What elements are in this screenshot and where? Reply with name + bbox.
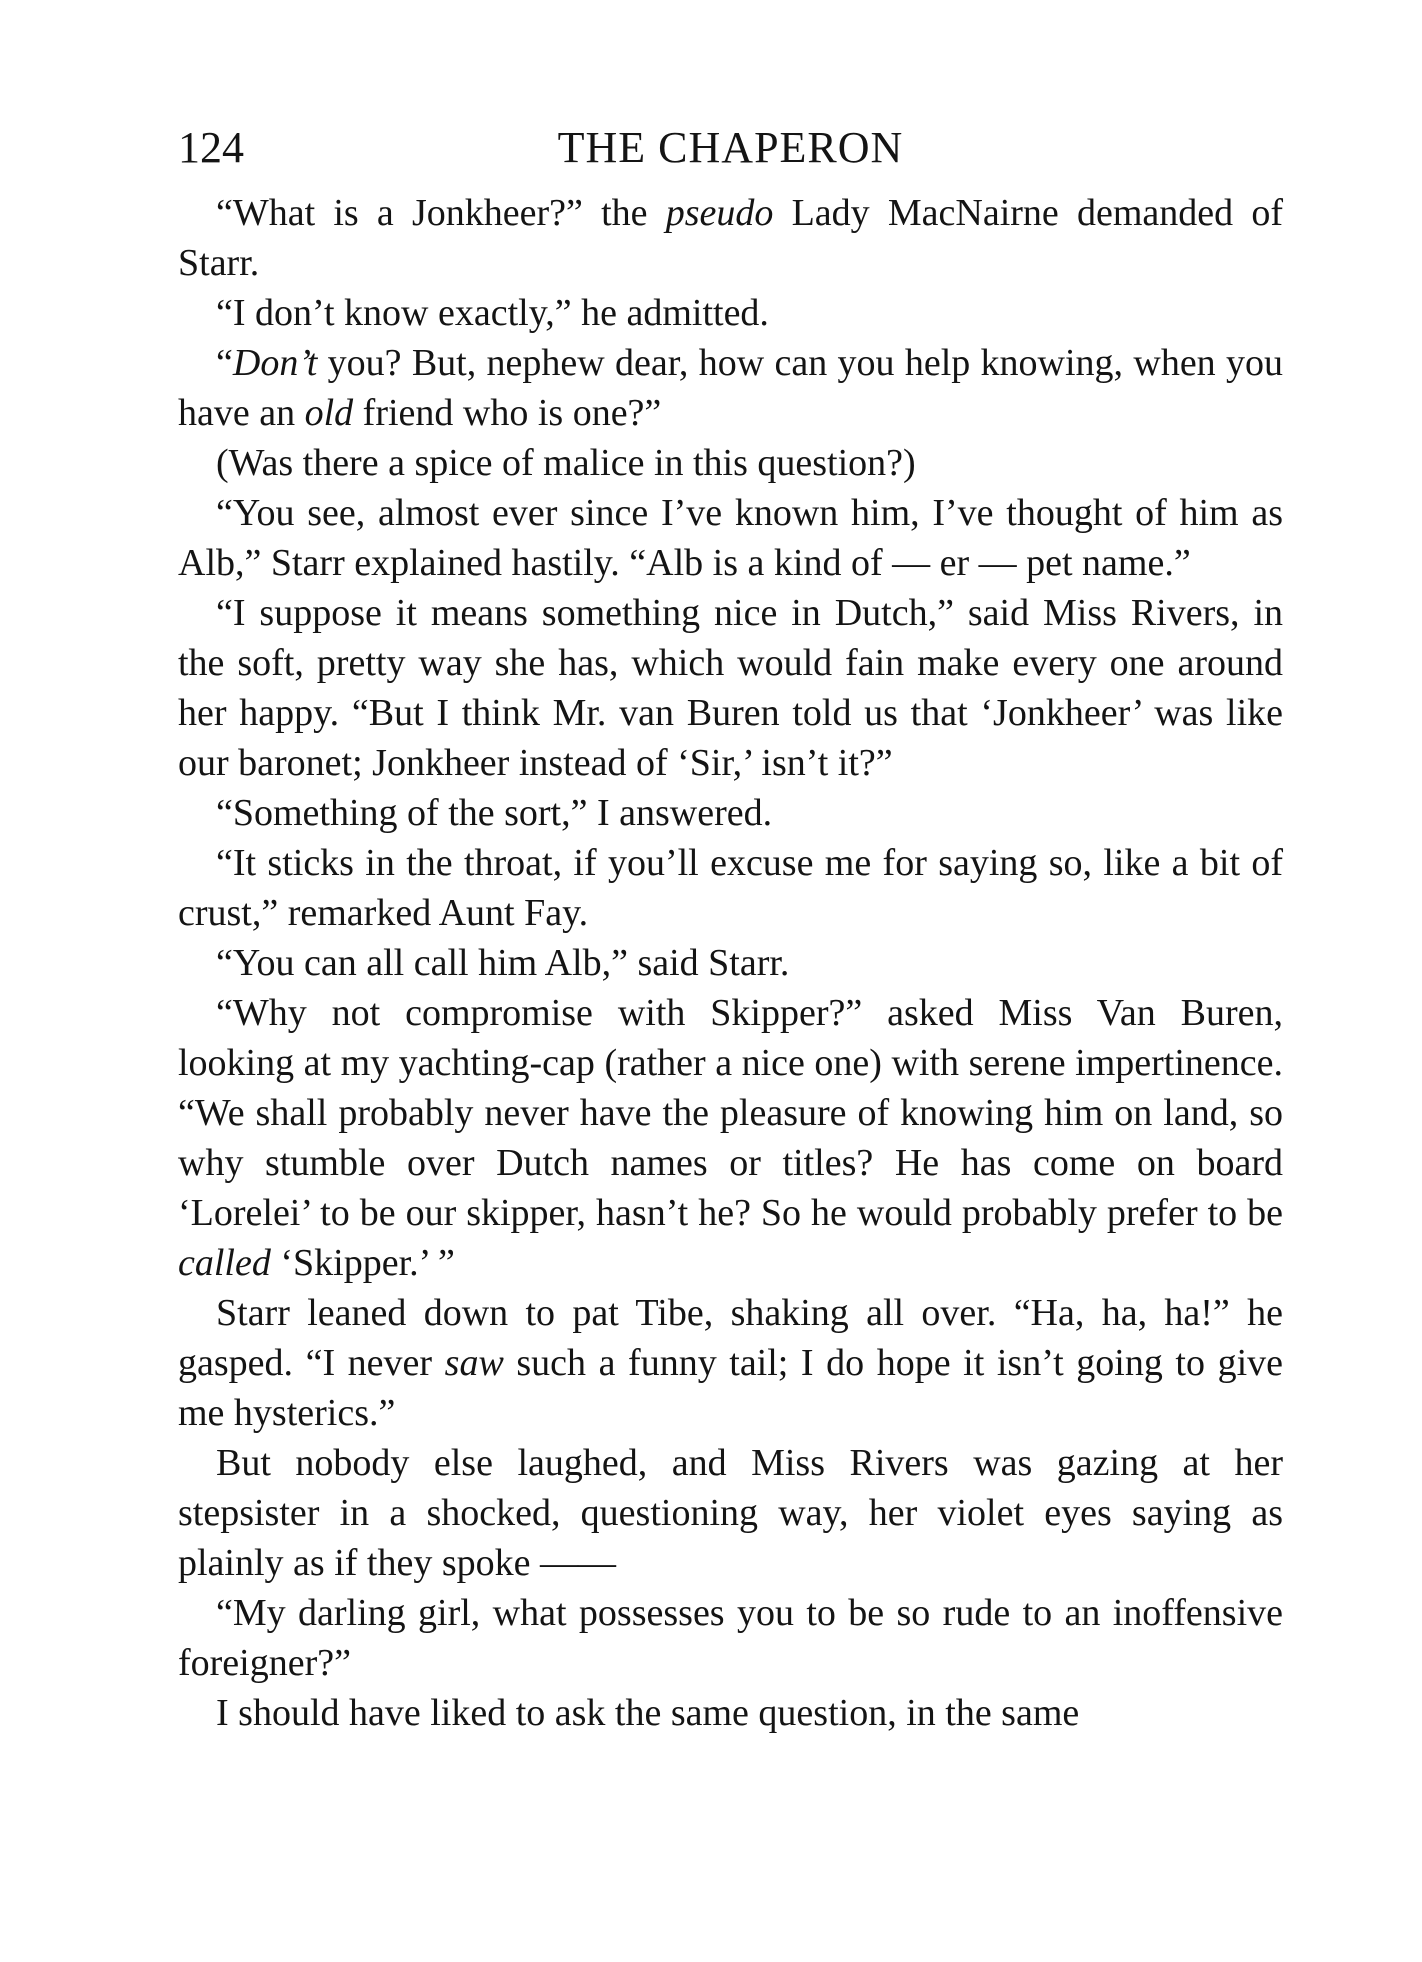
- paragraph: [178, 588, 1283, 788]
- italic-text: saw: [444, 1342, 504, 1384]
- text-segment: Lady MacNairne demanded of Starr.: [178, 192, 1284, 284]
- text-segment: ‘Skipper.’ ”: [270, 1242, 455, 1284]
- text-segment: “What is a Jonkheer?” the: [216, 192, 666, 234]
- text-segment: “: [216, 342, 233, 384]
- text-segment: “My darling girl, what possesses you to be so rude to an inoffensive foreigner?”: [178, 1592, 1283, 1684]
- italic-text: Don’t: [232, 342, 318, 384]
- book-page: [178, 118, 1283, 1738]
- text-segment: “I don’t know exactly,” he admitted.: [216, 292, 769, 334]
- text-segment: “I suppose it means something nice in Dutch,” said Miss Rivers, in the soft, pretty way she has, which would fain make every one around her happy. “But I think Mr. van Buren told us that ‘Jonkheer’ was like our baronet; Jonkheer instead of ‘Sir,’ isn’t it?”: [178, 592, 1283, 784]
- text-segment: Starr leaned down to pat Tibe, shaking all over. “Ha, ha, ha!” he gasped. “I never: [178, 1292, 1283, 1384]
- paragraph: [178, 988, 1283, 1288]
- paragraph: [178, 1688, 1283, 1738]
- body-text: [178, 188, 1283, 1738]
- paragraph: [178, 488, 1283, 588]
- text-segment: “Why not compromise with Skipper?” asked Miss Van Buren, looking at my yachting-cap (rather a nice one) with serene impertinence. “We shall probably never have the pleasure of knowing him on land, so why stumble over Dutch names or titles? He has come on board ‘Lorelei’ to be our skipper, hasn’t he? So he would probably prefer to be: [178, 992, 1283, 1234]
- paragraph: [178, 188, 1283, 288]
- page-number: 124: [178, 123, 244, 172]
- italic-text: pseudo: [665, 192, 774, 234]
- text-segment: you? But, nephew dear, how can you help knowing, when you have an: [178, 342, 1283, 434]
- italic-text: called: [178, 1242, 271, 1284]
- text-segment: I should have liked to ask the same question, in the same: [216, 1692, 1080, 1734]
- paragraph: [178, 438, 1283, 488]
- text-segment: “You can all call him Alb,” said Starr.: [216, 942, 790, 984]
- running-head: [178, 118, 1283, 178]
- paragraph: [178, 338, 1283, 438]
- text-segment: “Something of the sort,” I answered.: [216, 792, 773, 834]
- text-segment: But nobody else laughed, and Miss Rivers was gazing at her stepsister in a shocked, questioning way, her violet eyes saying as plainly as if they spoke ——: [178, 1442, 1283, 1584]
- paragraph: [178, 1588, 1283, 1688]
- text-segment: such a funny tail; I do hope it isn’t going to give me hysterics.”: [178, 1342, 1283, 1434]
- italic-text: old: [304, 392, 354, 434]
- paragraph: [178, 288, 1283, 338]
- text-segment: friend who is one?”: [353, 392, 662, 434]
- text-segment: (Was there a spice of malice in this question?): [216, 442, 916, 484]
- paragraph: [178, 1288, 1283, 1438]
- text-segment: “You see, almost ever since I’ve known him, I’ve thought of him as Alb,” Starr explained hastily. “Alb is a kind of — er — pet name.”: [178, 492, 1283, 584]
- paragraph: [178, 838, 1283, 938]
- paragraph: [178, 788, 1283, 838]
- paragraph: [178, 1438, 1283, 1588]
- book-title: THE CHAPERON: [557, 123, 904, 172]
- text-segment: “It sticks in the throat, if you’ll excuse me for saying so, like a bit of crust,” remarked Aunt Fay.: [178, 842, 1283, 934]
- paragraph: [178, 938, 1283, 988]
